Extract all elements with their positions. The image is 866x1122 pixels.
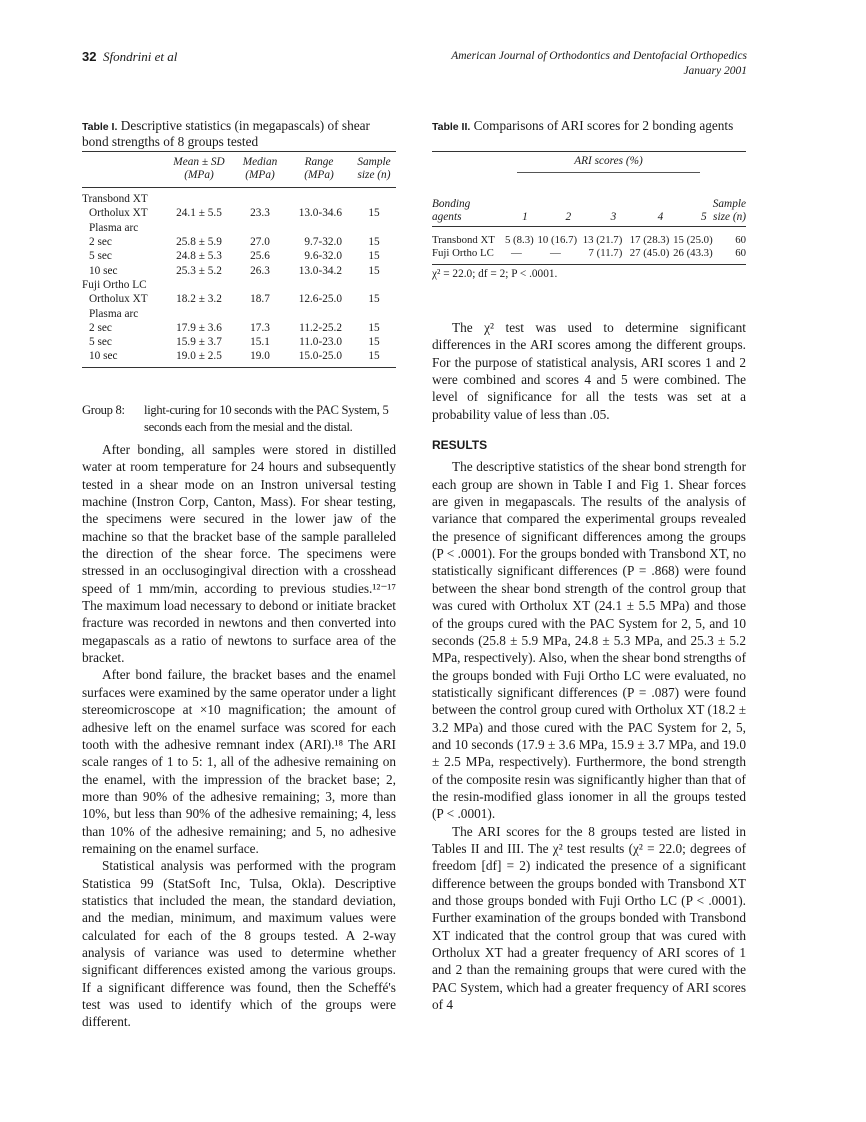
table-cell: — [550, 247, 561, 260]
table-cell: 26 (43.3) [673, 247, 713, 260]
table-row [432, 246, 746, 260]
table2-column-header: Bonding agents [432, 198, 471, 223]
table-cell: 18.2 ± 3.2 [176, 293, 222, 306]
body-paragraph: After bonding, all samples were stored in distilled water at room temperature for 24 hours and subsequently tested in a shear mode on an Instron universal testing machine (Instron Corp, Canton, Mass). For shear testing, the specimens were secured in the lower jaw of the machine so that the bracket base of the sample paralleled the direction of the shear force. The specimens were stressed in an occlusogingival direction with a crosshead speed of 1 mm/min, according to previous studies.¹²⁻¹⁷ The maximum load necessary to debond or initiate bracket fracture was recorded in newtons and then converted into megapascals as a ratio of newtons to surface area of the bracket. [82, 442, 396, 666]
table-cell [234, 278, 286, 292]
table-row [82, 263, 396, 277]
table2-group-rule [517, 172, 700, 173]
table-cell: 25.3 ± 5.2 [176, 264, 222, 277]
table-cell: 15 [368, 264, 380, 277]
column-header-line: (MPa) [245, 169, 275, 181]
table-cell: 23.3 [250, 207, 270, 220]
table-cell: 18.7 [250, 293, 270, 306]
table-cell: 19.0 ± 2.5 [176, 350, 222, 363]
row-label: Transbond XT [432, 234, 495, 246]
row-label: 2 sec [89, 236, 112, 249]
page-number: 32 [82, 49, 97, 64]
table2-column-header: 3 [610, 211, 617, 223]
left-column [82, 402, 396, 1031]
table-cell: 9.7-32.0 [304, 236, 342, 249]
table-cell: 5 (8.3) [504, 234, 534, 246]
table-cell: 17.9 ± 3.6 [176, 321, 222, 334]
table-cell [286, 192, 352, 206]
table1-caption-text: Descriptive statistics (in megapascals) of shear bond strengths of 8 groups tested [82, 118, 370, 149]
table-cell [164, 192, 234, 206]
table1-label: Table I. [82, 121, 118, 133]
table2-column-header: 4 [657, 211, 664, 223]
table2-top-rule [432, 151, 746, 152]
table-row [82, 235, 396, 249]
table2-caption [432, 119, 746, 135]
row-label: Plasma arc [89, 221, 139, 234]
table-cell: 24.1 ± 5.5 [176, 207, 222, 220]
table2-footnote: χ² = 22.0; df = 2; P < .0001. [432, 268, 558, 280]
table-cell: 19.0 [250, 350, 270, 363]
table2-column-header: Sample size (n) [712, 198, 746, 223]
table-cell [234, 221, 286, 235]
column-header-line: Range [304, 156, 334, 168]
running-header-right [451, 49, 747, 79]
table2-label: Table II. [432, 121, 471, 133]
table-cell [352, 192, 396, 206]
right-column [432, 319, 746, 1013]
table-cell: 9.6-32.0 [304, 250, 342, 263]
table2-caption-text: Comparisons of ARI scores for 2 bonding agents [473, 118, 734, 133]
body-paragraph: Statistical analysis was performed with the program Statistica 99 (StatSoft Inc, Tulsa, Okla). Descriptive statistics that included the mean, the standard deviation, and the median, minimum, and maximum values were calculated for each of the 8 groups tested. A 2-way analysis of variance was used to determine whether significant differences existed among the various groups. If a significant difference was found, then the Scheffé's test was used to identify which of the groups were different. [82, 858, 396, 1030]
table-row [82, 321, 396, 335]
table-cell: 25.8 ± 5.9 [176, 236, 222, 249]
table-cell: 27 (45.0) [629, 247, 670, 260]
table-cell: 60 [735, 234, 746, 246]
table-cell: 11.2-25.2 [299, 321, 342, 334]
body-paragraph: The ARI scores for the 8 groups tested are listed in Tables II and III. The χ² test results (χ² = 22.0; degrees of freedom [df] = 2) indicated the presence of a significant difference between the groups bonded with Transbond XT and those groups bonded with Fuji Ortho LC (P < .0001). Further examination of the groups bonded with Transbond XT indicated that the control group that was cured with Ortholux XT had a greater frequency of ARI scores of 1 and 2 than the remaining groups that were cured with the PAC System, which had a greater frequency of ARI scores of 4 [432, 823, 746, 1013]
table-cell: 27.0 [250, 236, 270, 249]
table-cell: 15 [368, 207, 380, 220]
table-cell: — [510, 247, 522, 260]
table1-column-header [234, 156, 286, 192]
table1 [82, 156, 396, 364]
body-paragraph: The descriptive statistics of the shear bond strength for each group are shown in Table I and Fig 1. Shear forces are given in megapascals. The results of the analysis of variance that compared the experimental groups revealed the presence of significant differences among the groups (P < .0001). For the groups bonded with Transbond XT, no statistically significant differences (P = .868) were found between the shear bond strength of the control group that was cured with Ortholux XT (24.1 ± 5.5 MPa) and those of the groups cured with the PAC System for 2, 5, and 10 seconds (25.8 ± 5.9 MPa, 24.8 ± 5.3 MPa, and 25.3 ± 5.2 MPa, respectively). Also, when the shear bond strengths of the groups bonded with Fuji Ortho LC were evaluated, no statistically significant differences (P = .087) were found between the control group cured with Ortholux XT (18.2 ± 3.2 MPa) and those cured with the PAC System for 2, 5, and 10 seconds (17.9 ± 3.6 MPa, 15.9 ± 3.7 MPa, and 19.0 ± 2.5 MPa, respectively). Furthermore, the bond strength of the composite resin was significantly higher than that of the resin-modified glass ionomer in all the groups tested (P < .0001). [432, 459, 746, 822]
table-cell [286, 278, 352, 292]
table-cell: 24.8 ± 5.3 [176, 250, 222, 263]
table2-column-header: 5 [701, 211, 707, 223]
table-cell: 15 [368, 293, 380, 306]
journal-name: American Journal of Orthodontics and Dentofacial Orthopedics [451, 50, 747, 62]
table-cell: 15 [368, 236, 380, 249]
column-header-line: (MPa) [304, 169, 334, 181]
table-cell [164, 278, 234, 292]
table-cell: 15.0-25.0 [298, 350, 342, 363]
column-header-line: Mean ± SD [173, 156, 225, 168]
table-cell [164, 306, 234, 320]
table-cell [352, 221, 396, 235]
table-cell: 15 [368, 250, 380, 263]
row-label: Fuji Ortho LC [432, 247, 494, 260]
table-cell: 13.0-34.2 [298, 264, 342, 277]
column-header-line: (MPa) [184, 169, 214, 181]
table-row [82, 192, 396, 206]
table-row [82, 292, 396, 306]
table-row [82, 221, 396, 235]
issue-date: January 2001 [683, 65, 747, 77]
row-label: 5 sec [89, 250, 112, 263]
group8-item [82, 402, 396, 436]
table2-bottom-rule [432, 264, 746, 265]
row-label: 10 sec [89, 350, 118, 363]
body-paragraph: After bond failure, the bracket bases and the enamel surfaces were examined by the same operator under a light stereomicroscope at ×10 magnification; the amount of adhesive left on the enamel surface was scored for each tooth with the adhesive remnant index (ARI).¹⁸ The ARI scale ranges of 1 to 5: 1, all of the adhesive remaining on the enamel, with the impression of the bracket base; 2, more than 90% of the adhesive remaining; 3, more than 10%, but less than 90% of the adhesive remaining; 4, less than 10% of the adhesive remaining; and 5, no adhesive remaining on the enamel surface. [82, 667, 396, 856]
table-cell: 15 [368, 336, 380, 349]
table-cell: 15.1 [250, 336, 270, 349]
row-label: Transbond XT [82, 193, 148, 206]
table-row [82, 306, 396, 320]
row-label: Ortholux XT [89, 207, 148, 220]
row-label: 5 sec [89, 336, 112, 349]
table-cell: 15 (25.0) [673, 234, 713, 246]
table-cell [234, 192, 286, 206]
table-cell: 15 [368, 321, 380, 334]
table-cell [352, 278, 396, 292]
table-cell: 15 [368, 350, 380, 363]
table-cell [164, 221, 234, 235]
table-cell: 12.6-25.0 [298, 293, 342, 306]
column-header-line: Median [242, 156, 278, 168]
row-label: Plasma arc [89, 307, 139, 320]
table-cell: 13.0-34.6 [298, 207, 342, 220]
body-paragraph: The χ² test was used to determine significant differences in the ARI scores among the different groups. For the purpose of statistical analysis, ARI scores 1 and 2 were combined and scores 4 and 5 were combined. The level of significance for all the tests was set at a probability value of less than .05. [432, 320, 746, 422]
table2-column-header: 2 [565, 211, 572, 223]
running-header-left [82, 49, 177, 65]
table-cell: 17 (28.3) [629, 234, 670, 246]
results-heading: RESULTS [432, 438, 488, 453]
table1-bottom-rule [82, 367, 396, 368]
table-cell [352, 306, 396, 320]
ari-scores-header: ARI scores (%) [574, 155, 643, 167]
table-cell: 15.9 ± 3.7 [176, 336, 222, 349]
table-cell: 26.3 [250, 264, 270, 277]
authors: Sfondrini et al [102, 49, 178, 64]
table-row [82, 335, 396, 349]
row-label: 2 sec [89, 321, 112, 334]
table-row [82, 349, 396, 363]
table-cell: 13 (21.7) [582, 234, 623, 246]
table-row [82, 206, 396, 220]
table-row [82, 249, 396, 263]
table1-column-header [164, 156, 234, 192]
table-cell: 7 (11.7) [588, 247, 623, 260]
table-cell [286, 306, 352, 320]
table2 [432, 180, 746, 260]
table-cell: 25.6 [250, 250, 270, 263]
row-label: Ortholux XT [89, 293, 148, 306]
table-row [82, 278, 396, 292]
table1-top-rule [82, 151, 396, 152]
row-label: Fuji Ortho LC [82, 278, 147, 291]
group8-text: light-curing for 10 seconds with the PAC System, 5 seconds each from the mesial and the distal. [144, 403, 389, 434]
table-cell: 60 [735, 247, 746, 260]
table1-column-header [286, 156, 352, 192]
column-header-line: size (n) [357, 169, 391, 181]
table-cell: 10 (16.7) [537, 234, 578, 246]
table-cell [286, 221, 352, 235]
table1-caption [82, 119, 396, 149]
table-cell: 11.0-23.0 [299, 336, 342, 349]
table-row [432, 224, 746, 246]
table-cell: 17.3 [250, 321, 270, 334]
table1-column-header [352, 156, 396, 192]
group8-label: Group 8: [82, 403, 125, 417]
table2-column-header: 1 [522, 211, 528, 223]
table-cell [234, 306, 286, 320]
row-label: 10 sec [89, 264, 118, 277]
column-header-line: Sample [357, 156, 391, 168]
